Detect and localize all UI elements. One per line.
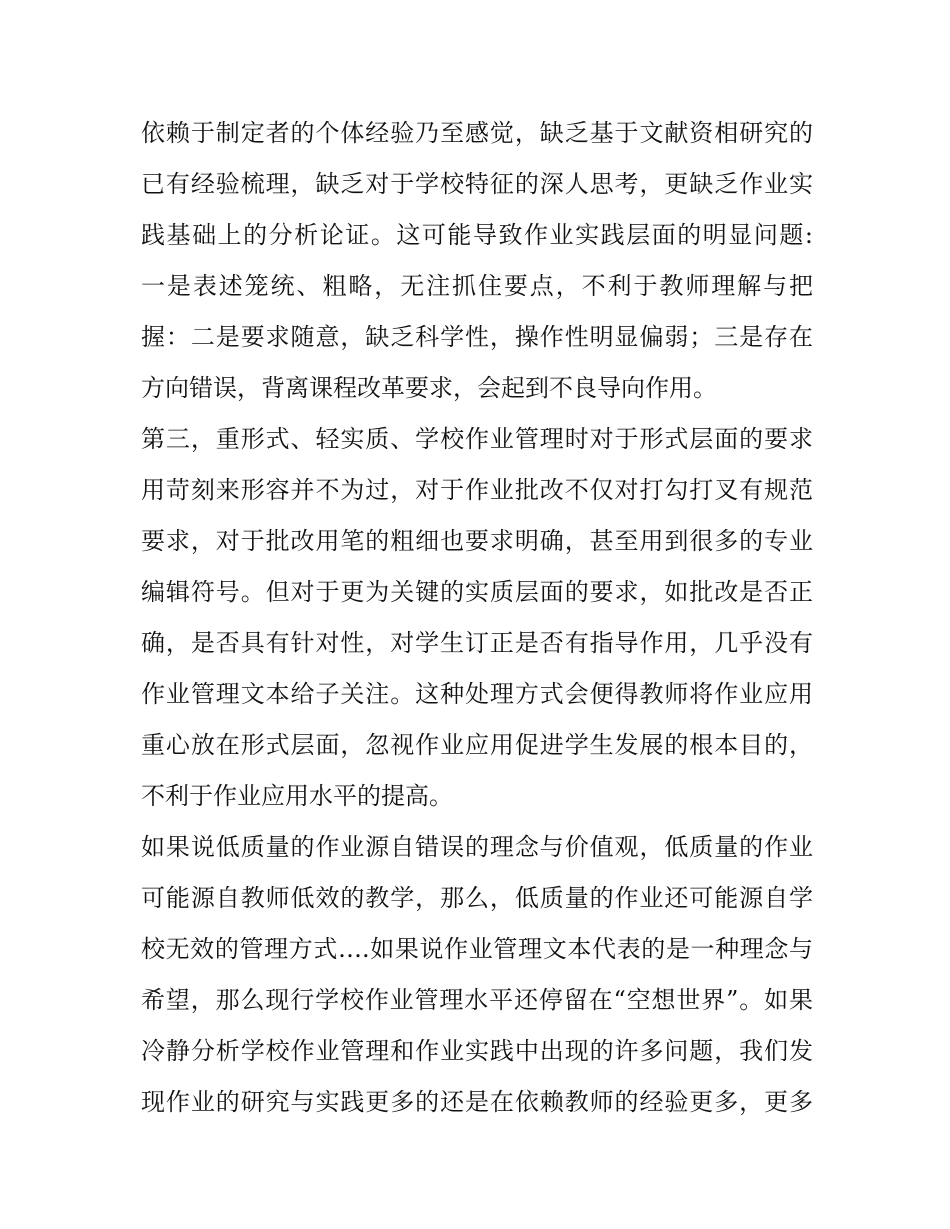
text-line: 握：二是要求随意，缺乏科学性，操作性明显偏弱；三是存在 bbox=[141, 323, 813, 351]
text-line: 方向错误，背离课程改革要求，会起到不良导向作用。 bbox=[141, 374, 717, 402]
text-line: 校无效的管理方式….如果说作业管理文本代表的是一种理念与 bbox=[141, 935, 813, 963]
text-line: 希望，那么现行学校作业管理水平还停留在“空想世界”。如果 bbox=[141, 986, 813, 1014]
text-line: 不利于作业应用水平的提高。 bbox=[141, 782, 453, 810]
text-line: 一是表述笼统、粗略，无注抓住要点，不利于教师理解与把 bbox=[141, 272, 813, 300]
text-line: 第三，重形式、轻实质、学校作业管理时对于形式层面的要求 bbox=[141, 425, 813, 453]
text-line: 作业管理文本给子关注。这种处理方式会便得教师将作业应用 bbox=[141, 680, 813, 708]
document-page bbox=[141, 108, 813, 1128]
paragraph-2 bbox=[141, 414, 813, 822]
text-line: 依赖于制定者的个体经验乃至感觉，缺乏基于文献资相研究的 bbox=[141, 119, 813, 147]
text-line: 现作业的研究与实践更多的还是在依赖教师的经验更多，更多 bbox=[141, 1088, 813, 1116]
paragraph-1 bbox=[141, 108, 813, 414]
text-line: 重心放在形式层面，忽视作业应用促进学生发展的根本目的， bbox=[141, 731, 813, 759]
text-line: 确，是否具有针对性，对学生订正是否有指导作用，几乎没有 bbox=[141, 629, 813, 657]
text-line: 践基础上的分析论证。这可能导致作业实践层面的明显问题: bbox=[141, 221, 813, 249]
text-line: 已有经验梳理，缺乏对于学校特征的深人思考，更缺乏作业实 bbox=[141, 170, 813, 198]
paragraph-3 bbox=[141, 822, 813, 1128]
text-line: 如果说低质量的作业源自错误的理念与价值观，低质量的作业 bbox=[141, 833, 813, 861]
text-line: 用苛刻来形容并不为过，对于作业批改不仅对打勾打叉有规范 bbox=[141, 476, 813, 504]
text-line: 要求，对于批改用笔的粗细也要求明确，甚至用到很多的专业 bbox=[141, 527, 813, 555]
text-line: 冷静分析学校作业管理和作业实践中出现的许多问题，我们发 bbox=[141, 1037, 813, 1065]
text-line: 编辑符号。但对于更为关键的实质层面的要求，如批改是否正 bbox=[141, 578, 813, 606]
text-line: 可能源自教师低效的教学，那么，低质量的作业还可能源自学 bbox=[141, 884, 813, 912]
